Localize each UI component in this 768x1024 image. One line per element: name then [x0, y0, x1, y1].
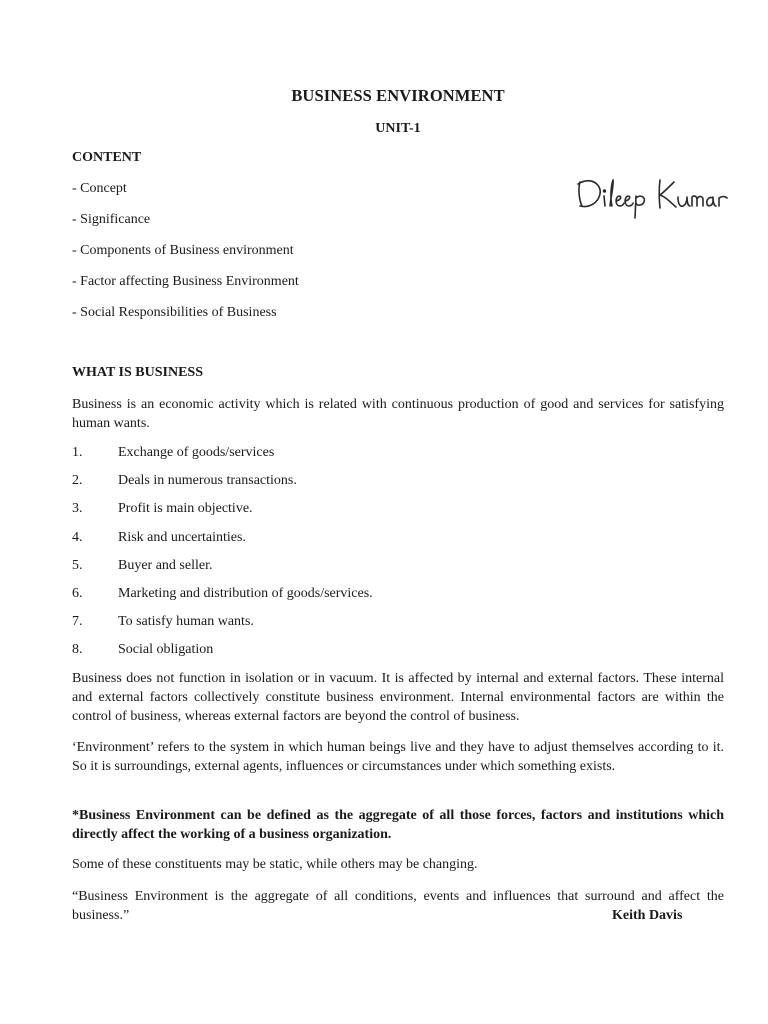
content-item: - Concept	[72, 181, 127, 196]
list-number: 6.	[72, 585, 83, 601]
list-number: 4.	[72, 529, 83, 545]
list-item	[72, 557, 373, 585]
list-number: 1.	[72, 445, 83, 460]
section-heading: WHAT IS BUSINESS	[72, 365, 203, 380]
content-item: - Factor affecting Business Environment	[72, 274, 299, 289]
list-number: 7.	[72, 614, 83, 630]
intro-paragraph: Business is an economic activity which is related with continuous production of good and services for satisfying human wants.	[72, 397, 724, 431]
content-item: - Social Responsibilities of Business	[72, 305, 277, 320]
list-text: Social obligation	[118, 642, 214, 658]
quote-paragraph: “Business Environment is the aggregate of all conditions, events and influences that surround and affect the business.”	[72, 889, 724, 923]
paragraph-factors: Business does not function in isolation or in vacuum. It is affected by internal and external factors. These internal and external factors collectively constitute business environment. Internal environmental factors are within the control of business, whereas external factors are beyond the control of business.	[72, 671, 724, 724]
list-item	[72, 613, 373, 641]
list-item	[72, 444, 373, 472]
list-text: Profit is main objective.	[118, 501, 253, 517]
list-text: Exchange of goods/services	[118, 445, 275, 460]
paragraph-environment: ‘Environment’ refers to the system in which human beings live and they have to adjust themselves according to it. So it is surroundings, external agents, influences or circumstances under which something exists.	[72, 740, 724, 774]
list-text: Deals in numerous transactions.	[118, 473, 297, 489]
list-text: Marketing and distribution of goods/services.	[118, 585, 373, 601]
list-number: 5.	[72, 557, 83, 573]
features-list	[72, 444, 373, 670]
list-text: Risk and uncertainties.	[118, 529, 246, 545]
paragraph-constituents: Some of these constituents may be static, while others may be changing.	[72, 857, 478, 872]
list-item	[72, 472, 373, 500]
content-heading: CONTENT	[72, 150, 142, 165]
list-number: 3.	[72, 501, 83, 517]
unit-label: UNIT-1	[375, 121, 421, 136]
content-item: - Components of Business environment	[72, 243, 294, 258]
handwritten-signature	[574, 166, 734, 222]
list-item	[72, 529, 373, 557]
definition-paragraph: *Business Environment can be defined as the aggregate of all those forces, factors and institutions which directly affect the working of a business organization.	[72, 808, 724, 842]
content-list	[72, 180, 299, 335]
list-text: To satisfy human wants.	[118, 614, 254, 630]
list-text: Buyer and seller.	[118, 557, 213, 573]
document-title: BUSINESS ENVIRONMENT	[291, 86, 505, 105]
list-number: 8.	[72, 642, 83, 658]
content-item: - Significance	[72, 212, 151, 227]
quote-author: Keith Davis	[612, 908, 683, 923]
list-item	[72, 500, 373, 528]
list-item	[72, 641, 373, 669]
list-number: 2.	[72, 473, 83, 489]
list-item	[72, 585, 373, 613]
